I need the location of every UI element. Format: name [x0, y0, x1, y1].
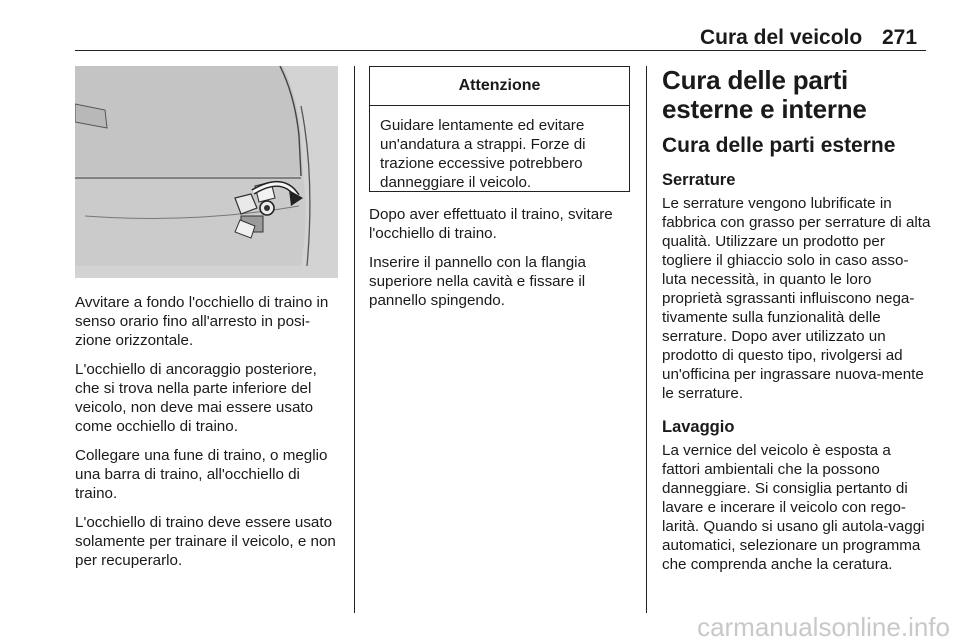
attention-heading: Attenzione — [370, 67, 629, 106]
section-title: Cura del veicolo — [700, 26, 863, 49]
paragraph: Inserire il pannello con la flangia superiore nella cavità e fissare il pannello spingendo. — [369, 254, 586, 309]
header-divider — [75, 50, 926, 51]
chapter-heading: Cura delle parti esterne e interne — [662, 65, 867, 124]
left-column — [75, 293, 343, 580]
right-column — [662, 66, 932, 584]
attention-text: Guidare lentamente ed evitare un'andatura a strappi. Forze di trazione eccessive potrebbero danneggiare il veicolo. — [380, 117, 586, 191]
paragraph: Collegare una fune di traino, o meglio una barra di traino, all'occhiello di traino. — [75, 447, 328, 502]
watermark: carmanualsonline.info — [697, 612, 950, 642]
paragraph: Dopo aver effettuato il traino, svitare l'occhiello di traino. — [369, 206, 613, 242]
paragraph: Avvitare a fondo l'occhiello di traino in senso orario fino all'arresto in posi-zione orizzontale. — [75, 294, 329, 349]
column-divider — [646, 66, 647, 613]
paragraph: L'occhiello di traino deve essere usato solamente per trainare il veicolo, e non per recuperarlo. — [75, 514, 336, 569]
section-heading: Cura delle parti esterne — [662, 134, 896, 157]
page-number: 271 — [882, 26, 918, 49]
subsection-heading: Lavaggio — [662, 418, 735, 436]
subsection-heading: Serrature — [662, 171, 736, 189]
paragraph: Le serrature vengono lubrificate in fabbrica con grasso per serrature di alta qualità. Utilizzare un prodotto per togliere il ghiaccio solo in caso asso-luta necessità, in quanto le loro proprietà sgrassanti influiscono nega-tivamente sulla funzionalità delle serrature. Dopo aver utilizzato un prodotto di questo tipo, rivolgersi ad un'officina per ingrassare nuova-mente le serrature. — [662, 195, 931, 402]
attention-box — [369, 66, 630, 192]
column-divider — [354, 66, 355, 613]
tow-eye-illustration — [75, 66, 338, 278]
paragraph: L'occhiello di ancoraggio posteriore, che si trova nella parte inferiore del veicolo, non deve mai essere usato come occhiello di traino. — [75, 361, 317, 435]
middle-column — [369, 205, 637, 320]
paragraph: La vernice del veicolo è esposta a fattori ambientali che la possono danneggiare. Si consiglia pertanto di lavare e incerare il veicolo con rego-larità. Quando si usano gli autola-vaggi automatici, selezionare un programma che comprenda anche la ceratura. — [662, 442, 925, 573]
rear-bumper-drawing — [75, 66, 338, 278]
